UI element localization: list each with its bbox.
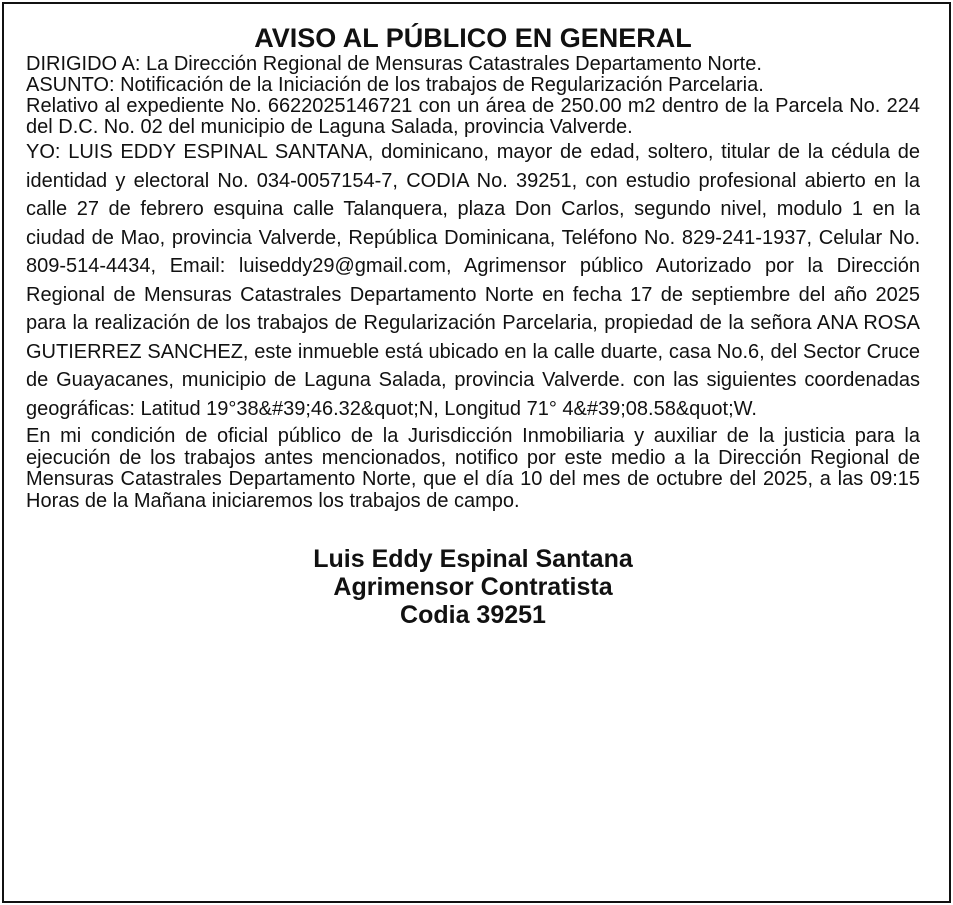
notification-paragraph: En mi condición de oficial público de la Jurisdicción Inmobiliaria y auxiliar de la justicia para la ejecución de los trabajos antes mencionados, notifico por este medio a la Dirección Regional de Mensuras Catastrales Departamento Norte, que el día 10 del mes de octubre del 2025, a las 09:15 Horas de la Mañana iniciaremos los trabajos de campo. <box>26 425 920 512</box>
signature-codia: Codia 39251 <box>400 601 546 629</box>
addressee-paragraph: DIRIGIDO A: La Dirección Regional de Mensuras Catastrales Departamento Norte. <box>26 53 762 75</box>
notice-title: AVISO AL PÚBLICO EN GENERAL <box>254 23 692 53</box>
subject-paragraph: ASUNTO: Notificación de la Iniciación de los trabajos de Regularización Parcelaria. <box>26 74 764 96</box>
signature-name: Luis Eddy Espinal Santana <box>313 545 633 573</box>
signature-role: Agrimensor Contratista <box>333 573 613 601</box>
declaration-paragraph: YO: LUIS EDDY ESPINAL SANTANA, dominicano, mayor de edad, soltero, titular de la cédula de identidad y electoral No. 034-0057154-7, CODIA No. 39251, con estudio profesional abierto en la calle 27 de febrero esquina calle Talanquera, plaza Don Carlos, segundo nivel, modulo 1 en la ciudad de Mao, provincia Valverde, República Dominicana, Teléfono No. 829-241-1937, Celular No. 809-514-4434, Email: luiseddy29@gmail.com, Agrimensor público Autorizado por la Dirección Regional de Mensuras Catastrales Departamento Norte en fecha 17 de septiembre del año 2025 para la realización de los trabajos de Regularización Parcelaria, propiedad de la señora ANA ROSA GUTIERREZ SANCHEZ, este inmueble está ubicado en la calle duarte, casa No.6, del Sector Cruce de Guayacanes, municipio de Laguna Salada, provincia Valverde. con las siguientes coordenadas geográficas: Latitud 19°38&#39;46.32&quot;N, Longitud 71° 4&#39;08.58&quot;W. <box>26 141 920 420</box>
file-reference-paragraph: Relativo al expediente No. 6622025146721 con un área de 250.00 m2 dentro de la Parcela No. 224 del D.C. No. 02 del municipio de Laguna Salada, provincia Valverde. <box>26 95 920 138</box>
notice-content <box>26 22 920 629</box>
signature-block <box>26 545 920 629</box>
